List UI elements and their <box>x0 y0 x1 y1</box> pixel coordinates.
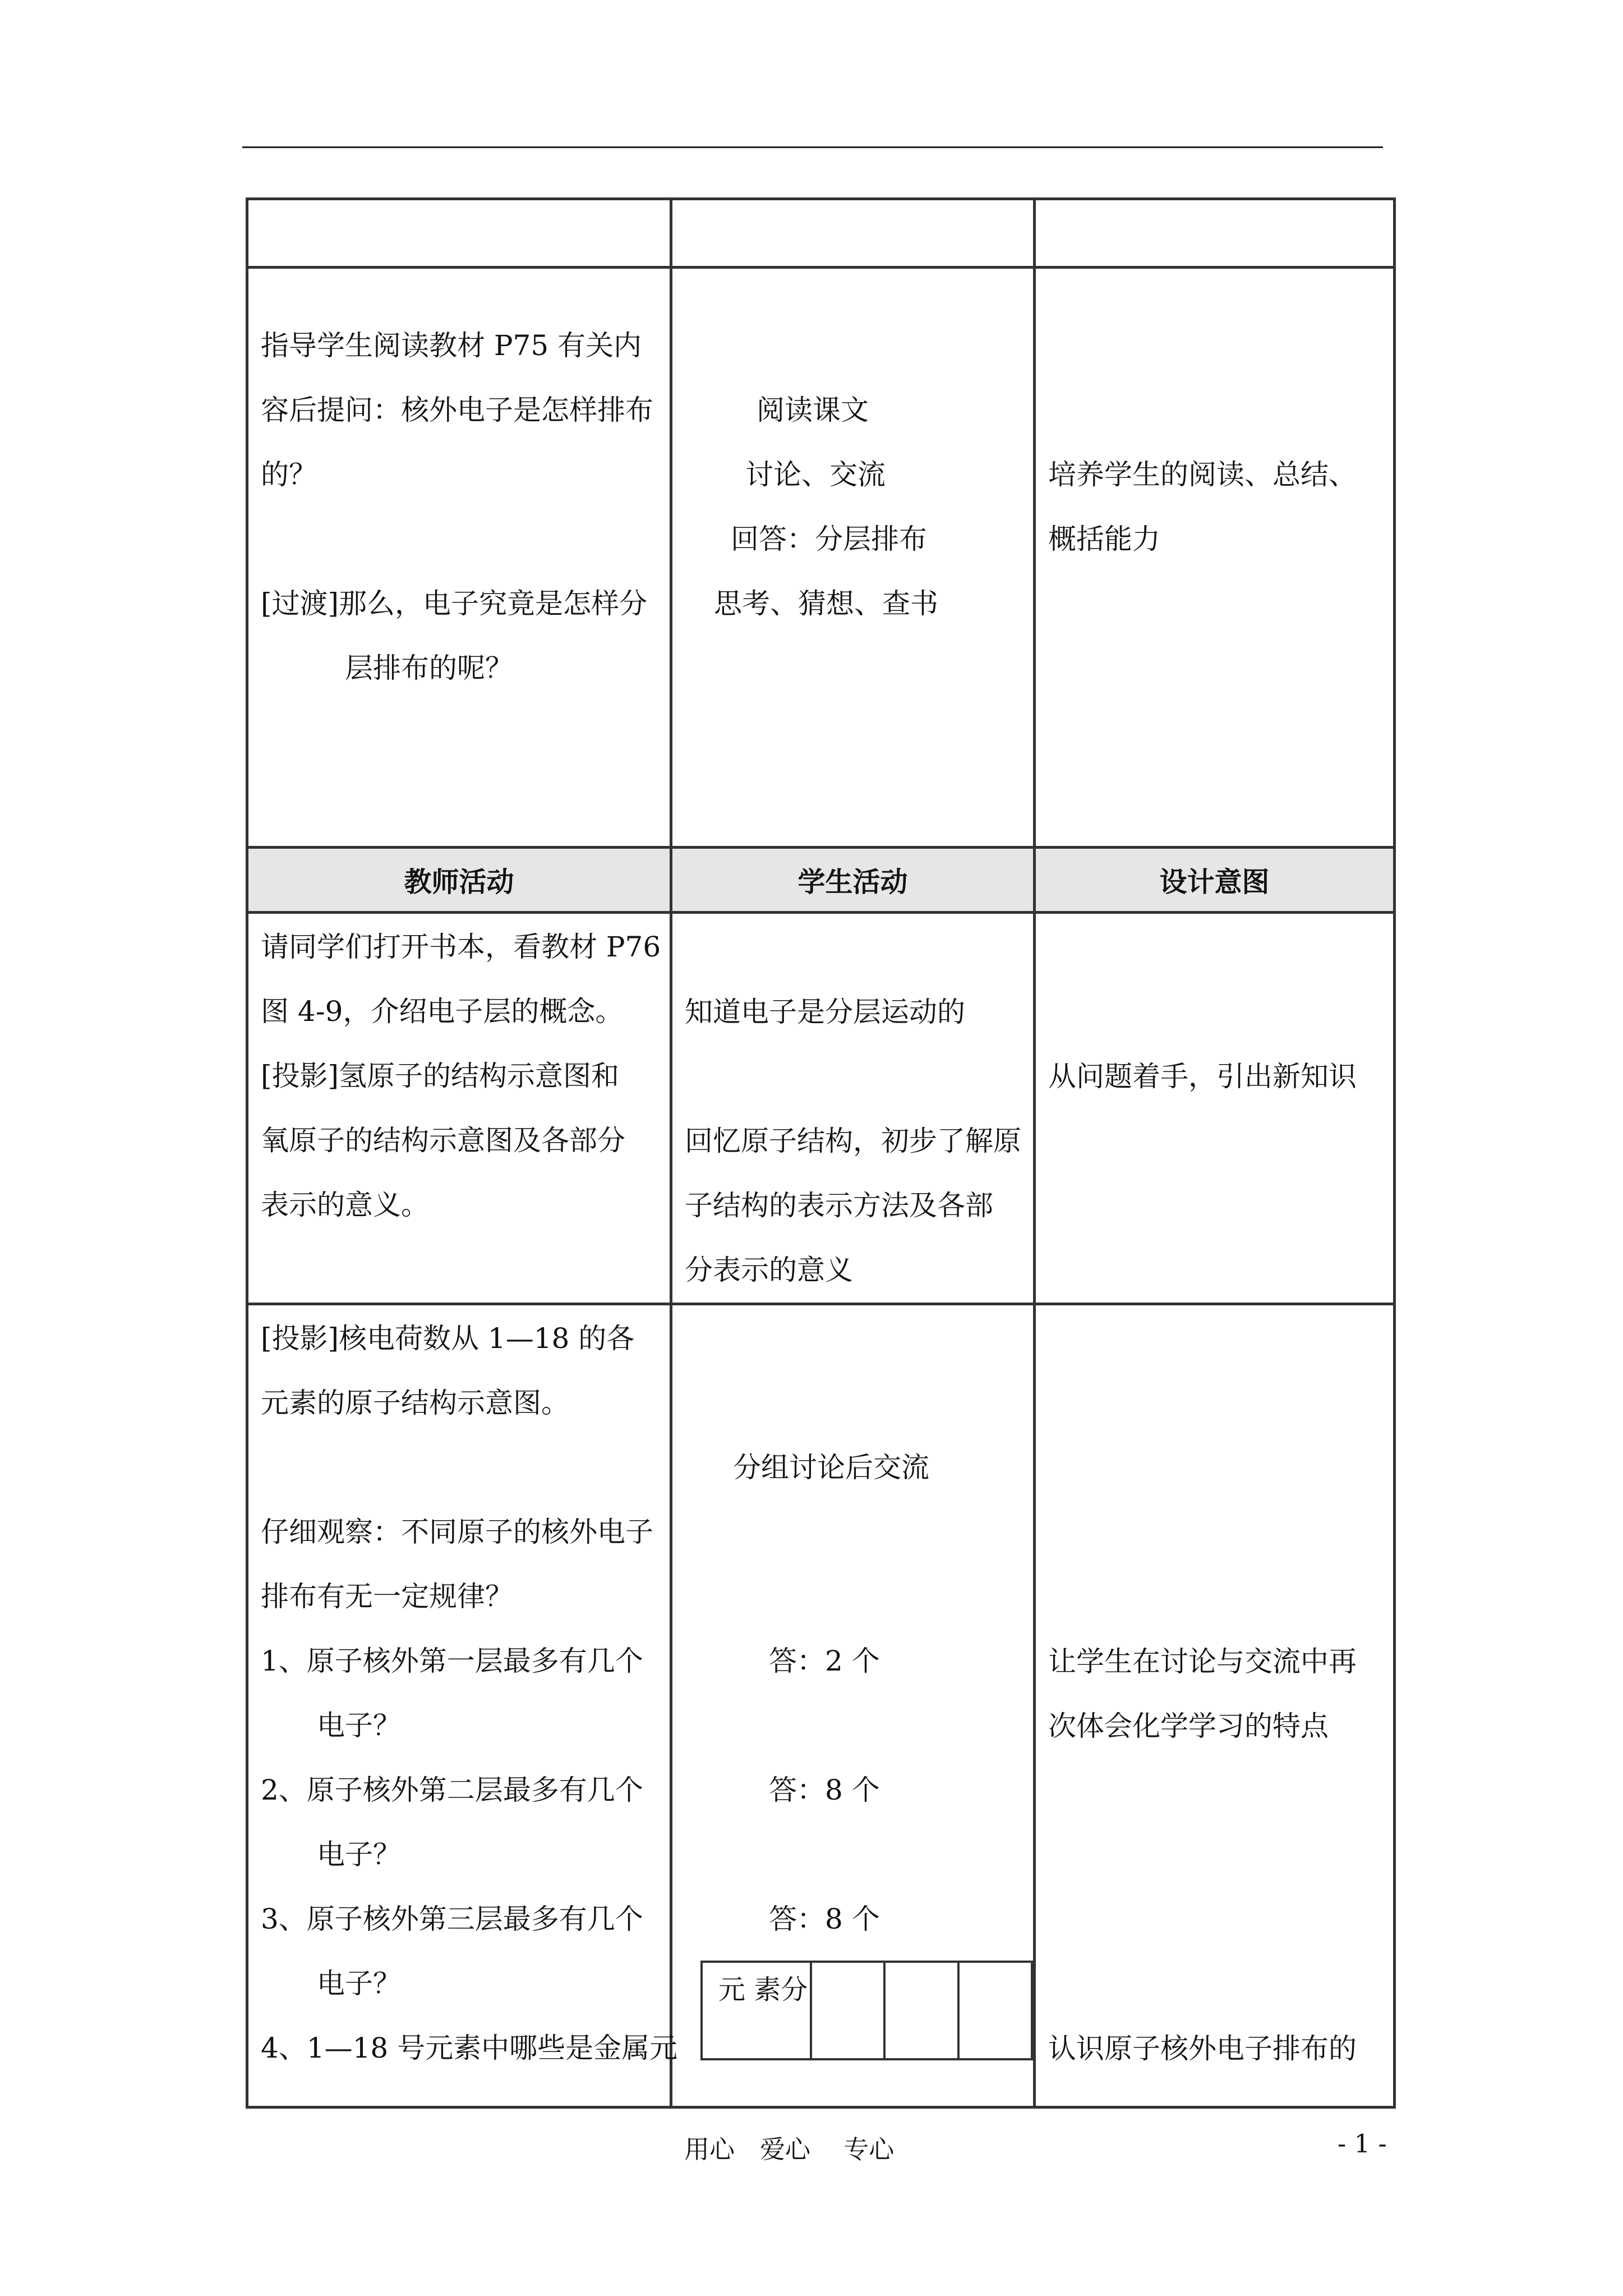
intent-text: 让学生在讨论与交流中再 <box>1048 1645 1357 1678</box>
table-row-reading <box>247 268 1395 848</box>
spacer <box>1048 1759 1381 1823</box>
inner-cell: 元 素分 <box>702 1962 811 2059</box>
teacher-text: 排布有无一定规律？ <box>261 1580 513 1613</box>
table-row <box>702 1962 1032 2059</box>
teacher-text: 容后提问：核外电子是怎样排布 <box>261 394 653 426</box>
footer-motto: 用心 爱心 专心 <box>684 2134 895 2164</box>
intent-text: 次体会化学学习的特点 <box>1048 1710 1329 1742</box>
header-student-activity: 学生活动 <box>671 848 1035 913</box>
teacher-text: 元素的原子结构示意图。 <box>261 1387 569 1419</box>
teacher-text: 的？ <box>261 458 317 491</box>
student-text: 阅读课文 <box>757 394 869 426</box>
intent-text: 认识原子核外电子排布的 <box>1048 2032 1357 2065</box>
inner-cell <box>884 1962 958 2059</box>
teacher-text: 指导学生阅读教材 P75 有关内 <box>261 329 642 362</box>
spacer <box>261 507 657 572</box>
teacher-activity-cell <box>247 913 671 1304</box>
teacher-text: 图 4-9，介绍电子层的概念。 <box>261 995 624 1028</box>
student-text: 分表示的意义 <box>685 1254 853 1286</box>
question-3: 3、原子核外第三层最多有几个 <box>261 1903 643 1935</box>
lesson-table <box>246 197 1396 2109</box>
teacher-activity-cell <box>247 1304 678 2108</box>
student-text: 子结构的表示方法及各部 <box>685 1189 993 1222</box>
question-2: 2、原子核外第二层最多有几个 <box>261 1774 643 1806</box>
empty-top-row <box>247 199 1395 268</box>
teacher-text: [投影]氢原子的结构示意图和 <box>261 1060 620 1092</box>
spacer <box>685 1565 1021 1629</box>
student-text: 知道电子是分层运动的 <box>685 996 965 1028</box>
spacer <box>685 1045 1021 1109</box>
intent-text: 从问题着手，引出新知识 <box>1048 1060 1357 1093</box>
student-text: 回忆原子结构，初步了解原 <box>685 1125 1021 1157</box>
inner-cell <box>958 1962 1032 2059</box>
student-activity-cell <box>671 268 1035 848</box>
header-rule <box>242 146 1383 148</box>
teacher-text: [投影]核电荷数从 1—18 的各 <box>261 1322 635 1355</box>
spacer <box>685 1500 1021 1565</box>
student-activity-cell <box>671 1304 1035 2108</box>
question-2-cont: 电子？ <box>317 1838 401 1871</box>
answer-1: 答：2 个 <box>769 1645 880 1677</box>
student-text: 思考、猜想、查书 <box>714 587 938 620</box>
question-1: 1、原子核外第一层最多有几个 <box>261 1645 643 1677</box>
intent-text: 培养学生的阅读、总结、 <box>1048 458 1357 491</box>
spacer <box>685 1823 1021 1887</box>
table-row-electron-shells <box>247 913 1395 1304</box>
table-header-row <box>247 848 1395 913</box>
spacer <box>1048 1823 1381 1888</box>
spacer <box>1048 1952 1381 2017</box>
page-number: - 1 - <box>1338 2129 1387 2159</box>
empty-cell <box>247 199 671 268</box>
teacher-text: 请同学们打开书本，看教材 P76 <box>261 931 661 963</box>
intent-text: 概括能力 <box>1048 523 1160 555</box>
empty-cell <box>1035 199 1395 268</box>
student-text: 讨论、交流 <box>745 458 886 491</box>
teacher-text: [过渡]那么，电子究竟是怎样分 <box>261 587 648 620</box>
question-1-cont: 电子？ <box>317 1709 401 1742</box>
header-teacher-activity: 教师活动 <box>247 848 671 913</box>
spacer <box>261 1435 657 1500</box>
header-design-intent: 设计意图 <box>1035 848 1395 913</box>
inner-cell <box>811 1962 884 2059</box>
teacher-text: 层排布的呢？ <box>345 652 513 684</box>
teacher-text: 表示的意义。 <box>261 1189 429 1221</box>
question-4: 4、1—18 号元素中哪些是金属元 <box>261 2032 678 2064</box>
student-text: 回答：分层排布 <box>731 523 927 555</box>
teacher-activity-cell <box>247 268 671 848</box>
design-intent-cell <box>1035 1304 1395 2108</box>
question-3-cont: 电子？ <box>317 1967 401 2000</box>
student-text: 分组讨论后交流 <box>733 1451 929 1484</box>
teacher-text: 仔细观察：不同原子的核外电子 <box>261 1516 653 1548</box>
design-intent-cell <box>1035 268 1395 848</box>
spacer <box>685 1694 1021 1758</box>
design-intent-cell <box>1035 913 1395 1304</box>
element-classification-table <box>700 1961 1033 2060</box>
answer-3: 答：8 个 <box>769 1903 880 1935</box>
teacher-text: 氧原子的结构示意图及各部分 <box>261 1124 625 1157</box>
student-activity-cell <box>671 913 1035 1304</box>
table-row-atomic-structure <box>247 1304 1395 2108</box>
empty-cell <box>671 199 1035 268</box>
answer-2: 答：8 个 <box>769 1774 880 1806</box>
spacer <box>1048 1888 1381 1952</box>
